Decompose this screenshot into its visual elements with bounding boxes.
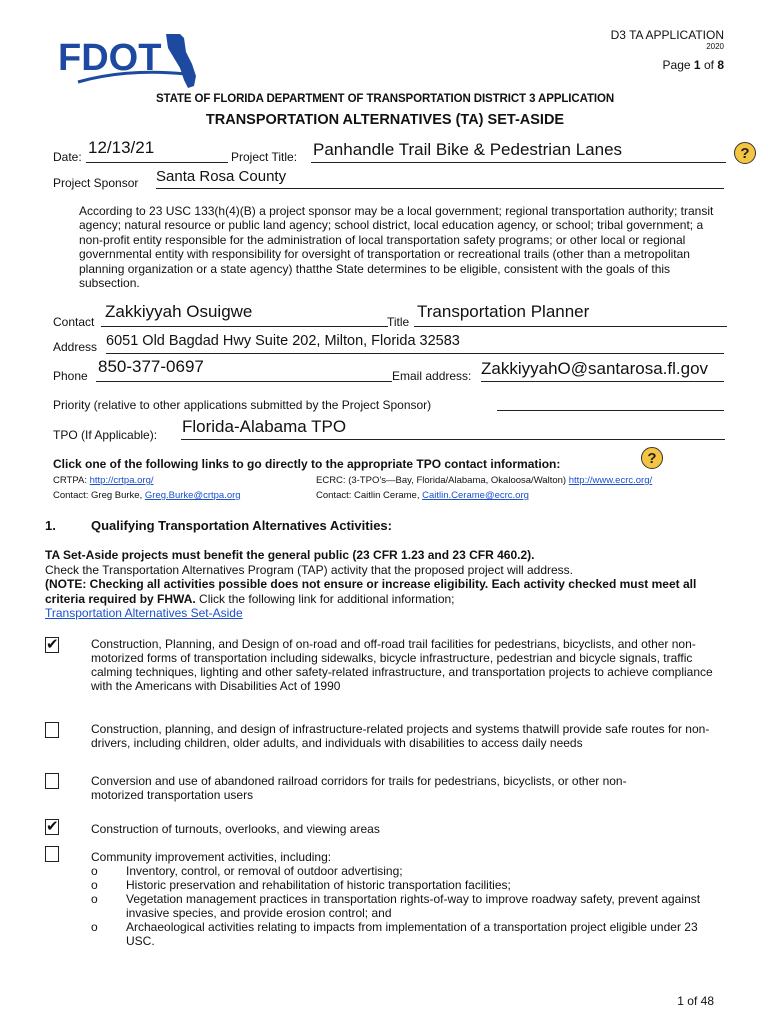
note-bold: (NOTE: Checking all activities possible does not ensure or increase eligibility. Each activity checked must meet all criteria required by FHWA. xyxy=(45,577,697,606)
crtpa-prefix: CRTPA: xyxy=(53,475,87,486)
crtpa-link[interactable]: http://crtpa.org/ xyxy=(89,475,154,486)
note-tail: Click the following link for additional information; xyxy=(199,591,455,606)
contact-label: Contact xyxy=(53,315,95,329)
section-number: 1. xyxy=(45,518,56,533)
sub-item xyxy=(91,864,701,878)
header-info xyxy=(611,28,724,72)
ecrc-contact-line xyxy=(316,489,529,502)
crtpa-email-link[interactable]: Greg.Burke@crtpa.org xyxy=(144,490,241,501)
intro-line2: Check the Transportation Alternatives Program (TAP) activity that the proposed project will address. xyxy=(45,562,574,577)
activity-text-2: Construction, planning, and design of infrastructure-related projects and systems thatwill provide safe routes for non-drivers, including children, older adults, and individuals with disabilities to access daily needs xyxy=(91,722,710,750)
intro-bold: TA Set-Aside projects must benefit the general public (23 CFR 1.23 and 23 CFR 460.2). xyxy=(45,548,535,562)
sponsor-eligibility-note: According to 23 USC 133(h(4)(B) a project sponsor may be a local government; regional transportation authority; transit agency; natural resource or public land agency; school district, local education agency, or school; tribal government; a non-profit entity responsible for the administration of local transportation safety programs; or other local or regional governmental entity with responsibility for oversight of transportation or recreational trails (other than a metropolitan planning organization or a state agency) thatthe State determines to be eligible, consistent with the goals of this subsection. xyxy=(79,204,714,291)
ecrc-contact-prefix: Contact: Caitlin Cerame, xyxy=(316,490,420,501)
sub-bullet: o xyxy=(91,878,98,892)
sub-item xyxy=(91,878,701,892)
sub-bullet: o xyxy=(91,920,98,934)
section-heading: Qualifying Transportation Alternatives Activities: xyxy=(91,518,392,533)
page-count: 1 of 48 xyxy=(677,994,714,1008)
sponsor-field[interactable]: Santa Rosa County xyxy=(156,168,724,189)
sub-item-list xyxy=(91,864,701,948)
page-prefix: Page xyxy=(662,58,691,72)
sub-bullet: o xyxy=(91,892,98,906)
sub-item-text: Inventory, control, or removal of outdoor advertising; xyxy=(126,864,403,878)
sub-bullet: o xyxy=(91,864,98,878)
fdot-logo-graphic xyxy=(58,28,208,96)
sub-item-text: Historic preservation and rehabilitation of historic transportation facilities; xyxy=(126,878,511,892)
tpo-label: TPO (If Applicable): xyxy=(53,428,158,442)
department-heading: STATE OF FLORIDA DEPARTMENT OF TRANSPORTATION DISTRICT 3 APPLICATION xyxy=(155,93,615,105)
phone-label: Phone xyxy=(53,369,88,383)
date-label: Date: xyxy=(53,150,82,164)
ta-set-aside-link[interactable]: Transportation Alternatives Set-Aside xyxy=(45,606,243,620)
logo-text: FDOT xyxy=(58,37,162,79)
address-field[interactable]: 6051 Old Bagdad Hwy Suite 202, Milton, Florida 32583 xyxy=(106,333,724,354)
question-mark-icon[interactable]: ? xyxy=(641,447,663,469)
activity-checkbox-4[interactable]: ✔ xyxy=(46,818,59,835)
page-indicator xyxy=(611,58,724,72)
application-label: D3 TA APPLICATION xyxy=(610,28,724,42)
phone-field[interactable]: 850-377-0697 xyxy=(96,357,392,382)
priority-field[interactable] xyxy=(497,396,724,411)
address-label: Address xyxy=(53,340,98,354)
sub-item xyxy=(91,892,701,920)
section-intro xyxy=(45,548,735,621)
date-field[interactable]: 12/13/21 xyxy=(86,138,228,163)
ecrc-email-link[interactable]: Caitlin.Cerame@ecrc.org xyxy=(422,490,529,501)
activity-checkbox-2[interactable] xyxy=(45,722,59,738)
activity-text-5: Community improvement activities, including: xyxy=(91,850,332,864)
sponsor-label: Project Sponsor xyxy=(53,176,139,190)
activity-checkbox-1[interactable]: ✔ xyxy=(46,636,59,653)
contact-field[interactable]: Zakkiyyah Osuigwe xyxy=(101,302,388,327)
activity-text-3: Conversion and use of abandoned railroad corridors for trails for pedestrians, bicyclists, or other non-motorized transportation users xyxy=(91,774,627,802)
page-number: 1 xyxy=(693,58,701,72)
ecrc-link[interactable]: http://www.ecrc.org/ xyxy=(568,475,653,486)
title-field[interactable]: Transportation Planner xyxy=(414,302,727,327)
page-total: 8 xyxy=(717,58,724,72)
crtpa-line xyxy=(53,474,154,487)
ecrc-line xyxy=(316,474,652,487)
priority-label: Priority (relative to other applications submitted by the Project Sponsor) xyxy=(53,398,432,412)
page-title: TRANSPORTATION ALTERNATIVES (TA) SET-ASIDE xyxy=(205,112,565,128)
application-year: 2020 xyxy=(706,42,724,51)
title-label: Title xyxy=(387,315,410,329)
tpo-links-heading: Click one of the following links to go directly to the appropriate TPO contact information: xyxy=(53,457,561,471)
crtpa-contact-line xyxy=(53,489,241,502)
activity-checkbox-3[interactable] xyxy=(45,773,59,789)
sub-item-text: Vegetation management practices in transportation rights-of-way to improve roadway safety, prevent against invasive species, and provide erosion control; and xyxy=(126,892,701,920)
project-title-label: Project Title: xyxy=(231,150,298,164)
fdot-logo xyxy=(58,28,208,96)
project-title-field[interactable]: Panhandle Trail Bike & Pedestrian Lanes xyxy=(311,140,726,163)
question-mark-icon[interactable]: ? xyxy=(734,142,756,164)
sub-item-text: Archaeological activities relating to impacts from implementation of a transportation project eligible under 23 USC. xyxy=(126,920,698,948)
tpo-field[interactable]: Florida-Alabama TPO xyxy=(181,417,725,440)
activity-text-1: Construction, Planning, and Design of on-road and off-road trail facilities for pedestrians, bicyclists, and other non-motorized forms of transportation including sidewalks, bicycle infrastructure, pedestrian and bicycle signals, traffic calming techniques, lighting and other safety-related infrastructure, and transportation projects to achieve compliance with the Americans with Disabilities Act of 1990 xyxy=(91,637,713,693)
activity-checkbox-5[interactable] xyxy=(45,846,59,862)
page-of: of xyxy=(703,58,714,72)
crtpa-contact-prefix: Contact: Greg Burke, xyxy=(53,490,143,501)
email-label: Email address: xyxy=(392,369,472,383)
email-field[interactable]: ZakkiyyahO@santarosa.fl.gov xyxy=(481,359,724,382)
ecrc-prefix: ECRC: (3-TPO’s—Bay, Florida/Alabama, Okaloosa/Walton) xyxy=(316,475,567,486)
sub-item xyxy=(91,920,701,948)
activity-text-4: Construction of turnouts, overlooks, and viewing areas xyxy=(91,822,380,836)
